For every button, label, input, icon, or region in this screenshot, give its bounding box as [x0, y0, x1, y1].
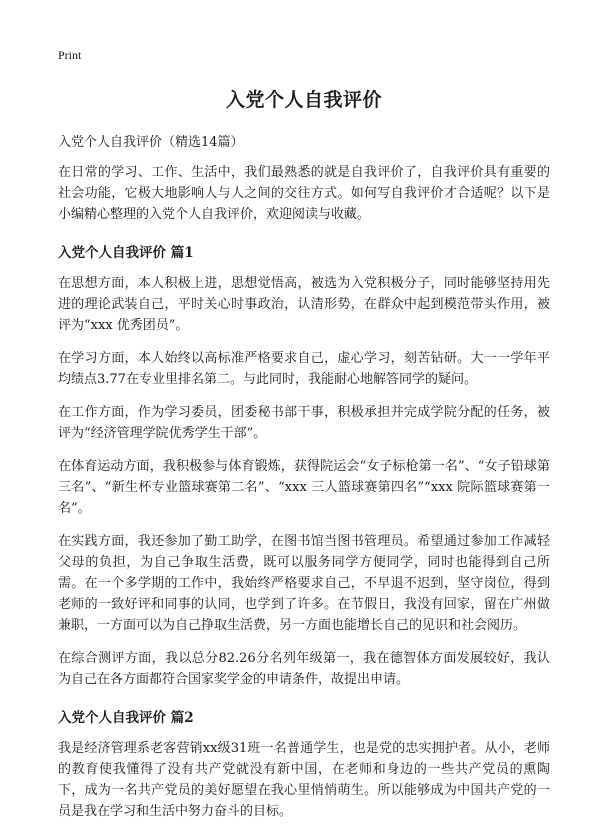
print-link[interactable]: Print [58, 48, 82, 62]
paragraph: 在体育运动方面，我积极参与体育锻炼，获得院运会“女子标枪第一名”、“女子铅球第三名”、“新生杯专业篮球赛第二名”、“xxx 三人篮球赛第四名”“xxx 院际篮球赛第一名”。 [58, 459, 550, 516]
page-title: 入党个人自我评价 [225, 89, 382, 111]
section-1 [58, 241, 550, 690]
paragraph: 在学习方面，本人始终以高标准严格要求自己，虚心学习，刻苦钻研。大一一学年平均绩点3.77在专业里排名第二。与此同时，我能耐心地解答同学的疑问。 [58, 351, 550, 387]
document-subtitle: 入党个人自我评价（精选14篇） [58, 135, 244, 150]
paragraph: 在综合测评方面，我以总分82.26分名列年级第一，我在德智体方面发展较好，我认为自己在各方面都符合国家奖学金的申请条件，故提出申请。 [58, 651, 550, 687]
paragraph: 在思想方面，本人积极上进，思想觉悟高，被选为入党积极分子，同时能够坚持用先进的理论武装自己，平时关心时事政治，认清形势，在群众中起到模范带头作用，被评为“xxx 优秀团员”。 [58, 276, 550, 333]
section-heading: 入党个人自我评价 篇2 [58, 710, 194, 726]
paragraph: 在工作方面，作为学习委员，团委秘书部干事，积极承担并完成学院分配的任务，被评为“经济管理学院优秀学生干部”。 [58, 405, 550, 441]
section-heading: 入党个人自我评价 篇1 [58, 245, 194, 261]
section-2 [58, 706, 550, 822]
paragraph: 在实践方面，我还参加了勤工助学，在图书馆当图书管理员。希望通过参加工作减轻父母的负担，为自己争取生活费，既可以服务同学方便同学，同时也能得到自己所需。在一个多学期的工作中，我始终严格要求自己，不早退不迟到，坚守岗位，得到老师的一致好评和同事的认同，也学到了许多。在节假日，我没有回家，留在广州做兼职，一方面可以为自己挣取生活费，另一方面也能增长自己的见识和社会阅历。 [58, 534, 550, 633]
intro-paragraph: 在日常的学习、工作、生活中，我们最熟悉的就是自我评价了，自我评价具有重要的社会功能，它极大地影响人与人之间的交往方式。如何写自我评价才合适呢？以下是小编精心整理的入党个人自我评价，欢迎阅读与收藏。 [58, 165, 550, 222]
paragraph: 我是经济管理系老客营销xx级31班一名普通学生，也是党的忠实拥护者。从小，老师的教育使我懂得了没有共产党就没有新中国，在老师和身边的一些共产党员的熏陶下，成为一名共产党员的美好愿望在我心里悄悄萌生。所以能够成为中国共产党的一员是我在学习和生活中努力奋斗的目标。 [58, 741, 550, 819]
